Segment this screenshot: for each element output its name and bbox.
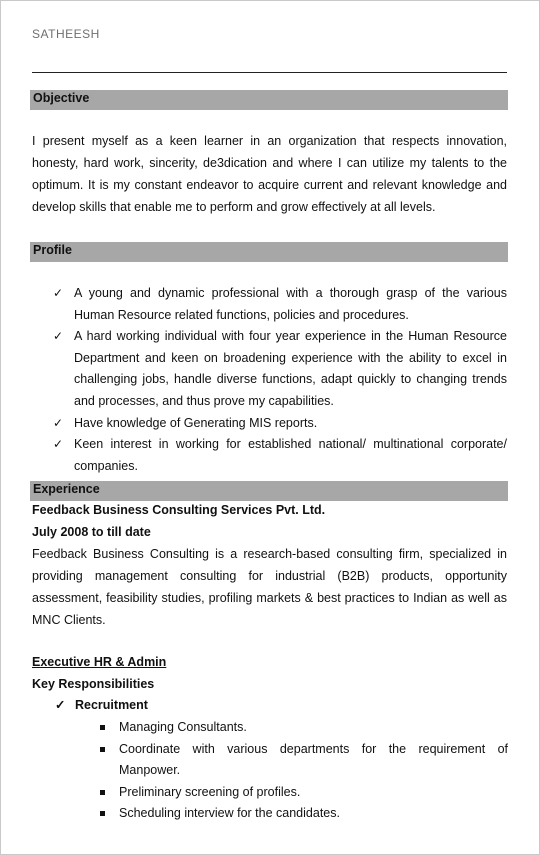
list-item — [97, 717, 508, 739]
job-title: Executive HR & Admin — [32, 655, 167, 669]
recruitment-label: Recruitment — [75, 698, 148, 712]
bullet-icon — [100, 790, 105, 795]
profile-item-text: Keen interest in working for established national/ multinational corporate/ companies. — [74, 437, 507, 473]
checkmark-icon: ✓ — [53, 437, 64, 452]
bullet-icon — [100, 747, 105, 752]
header-divider — [32, 72, 507, 73]
profile-heading: Profile — [30, 242, 508, 262]
profile-item-text: Have knowledge of Generating MIS reports. — [74, 415, 318, 430]
company-name: Feedback Business Consulting Services Pvt. Ltd. — [32, 503, 326, 517]
list-item — [97, 739, 508, 782]
checkmark-icon: ✓ — [53, 329, 64, 344]
profile-item — [50, 434, 507, 477]
experience-heading: Experience — [30, 481, 508, 501]
profile-item — [50, 283, 507, 326]
employment-period: July 2008 to till date — [32, 525, 151, 539]
responsibilities-heading: Key Responsibilities — [32, 677, 155, 691]
bullet-icon — [100, 725, 105, 730]
list-item-text: Managing Consultants. — [119, 720, 247, 734]
bullet-icon — [100, 811, 105, 816]
recruitment-list — [97, 717, 508, 825]
profile-item — [50, 326, 507, 412]
list-item — [97, 803, 508, 825]
list-item — [97, 782, 508, 804]
profile-item — [50, 413, 507, 435]
checkmark-icon: ✓ — [53, 415, 64, 430]
list-item-text: Scheduling interview for the candidates. — [119, 806, 340, 821]
profile-list — [50, 283, 507, 473]
objective-text: I present myself as a keen learner in an organization that respects innovation, honesty, hard work, sincerity, de3dication and where I can utilize my talents to the optimum. It is my constant endeavor to acquire current and relevant knowledge and develop skills that enable me to perform and grow effectively at all levels. — [32, 134, 507, 214]
list-item-text: Preliminary screening of profiles. — [119, 784, 301, 799]
candidate-name: SATHEESH — [32, 27, 100, 41]
company-description: Feedback Business Consulting is a research-based consulting firm, specialized in providing management consulting for industrial (B2B) products, opportunity assessment, feasibility studies, profiling markets & best practices to Indian as well as MNC Clients. — [32, 547, 507, 627]
profile-item-text: A young and dynamic professional with a thorough grasp of the various Human Resource related functions, policies and procedures. — [74, 286, 507, 322]
checkmark-icon: ✓ — [53, 286, 64, 300]
profile-item-text: A hard working individual with four year experience in the Human Resource Department and keen on broadening experience with the ability to excel in challenging jobs, handle diverse functions, adapt quickly to changing trends and processes, and thus prove my capabilities. — [74, 329, 507, 408]
checkmark-icon: ✓ — [55, 698, 66, 712]
objective-heading: Objective — [30, 90, 508, 110]
list-item-text: Coordinate with various departments for the requirement of Manpower. — [119, 741, 508, 778]
recruitment-heading — [55, 697, 148, 713]
